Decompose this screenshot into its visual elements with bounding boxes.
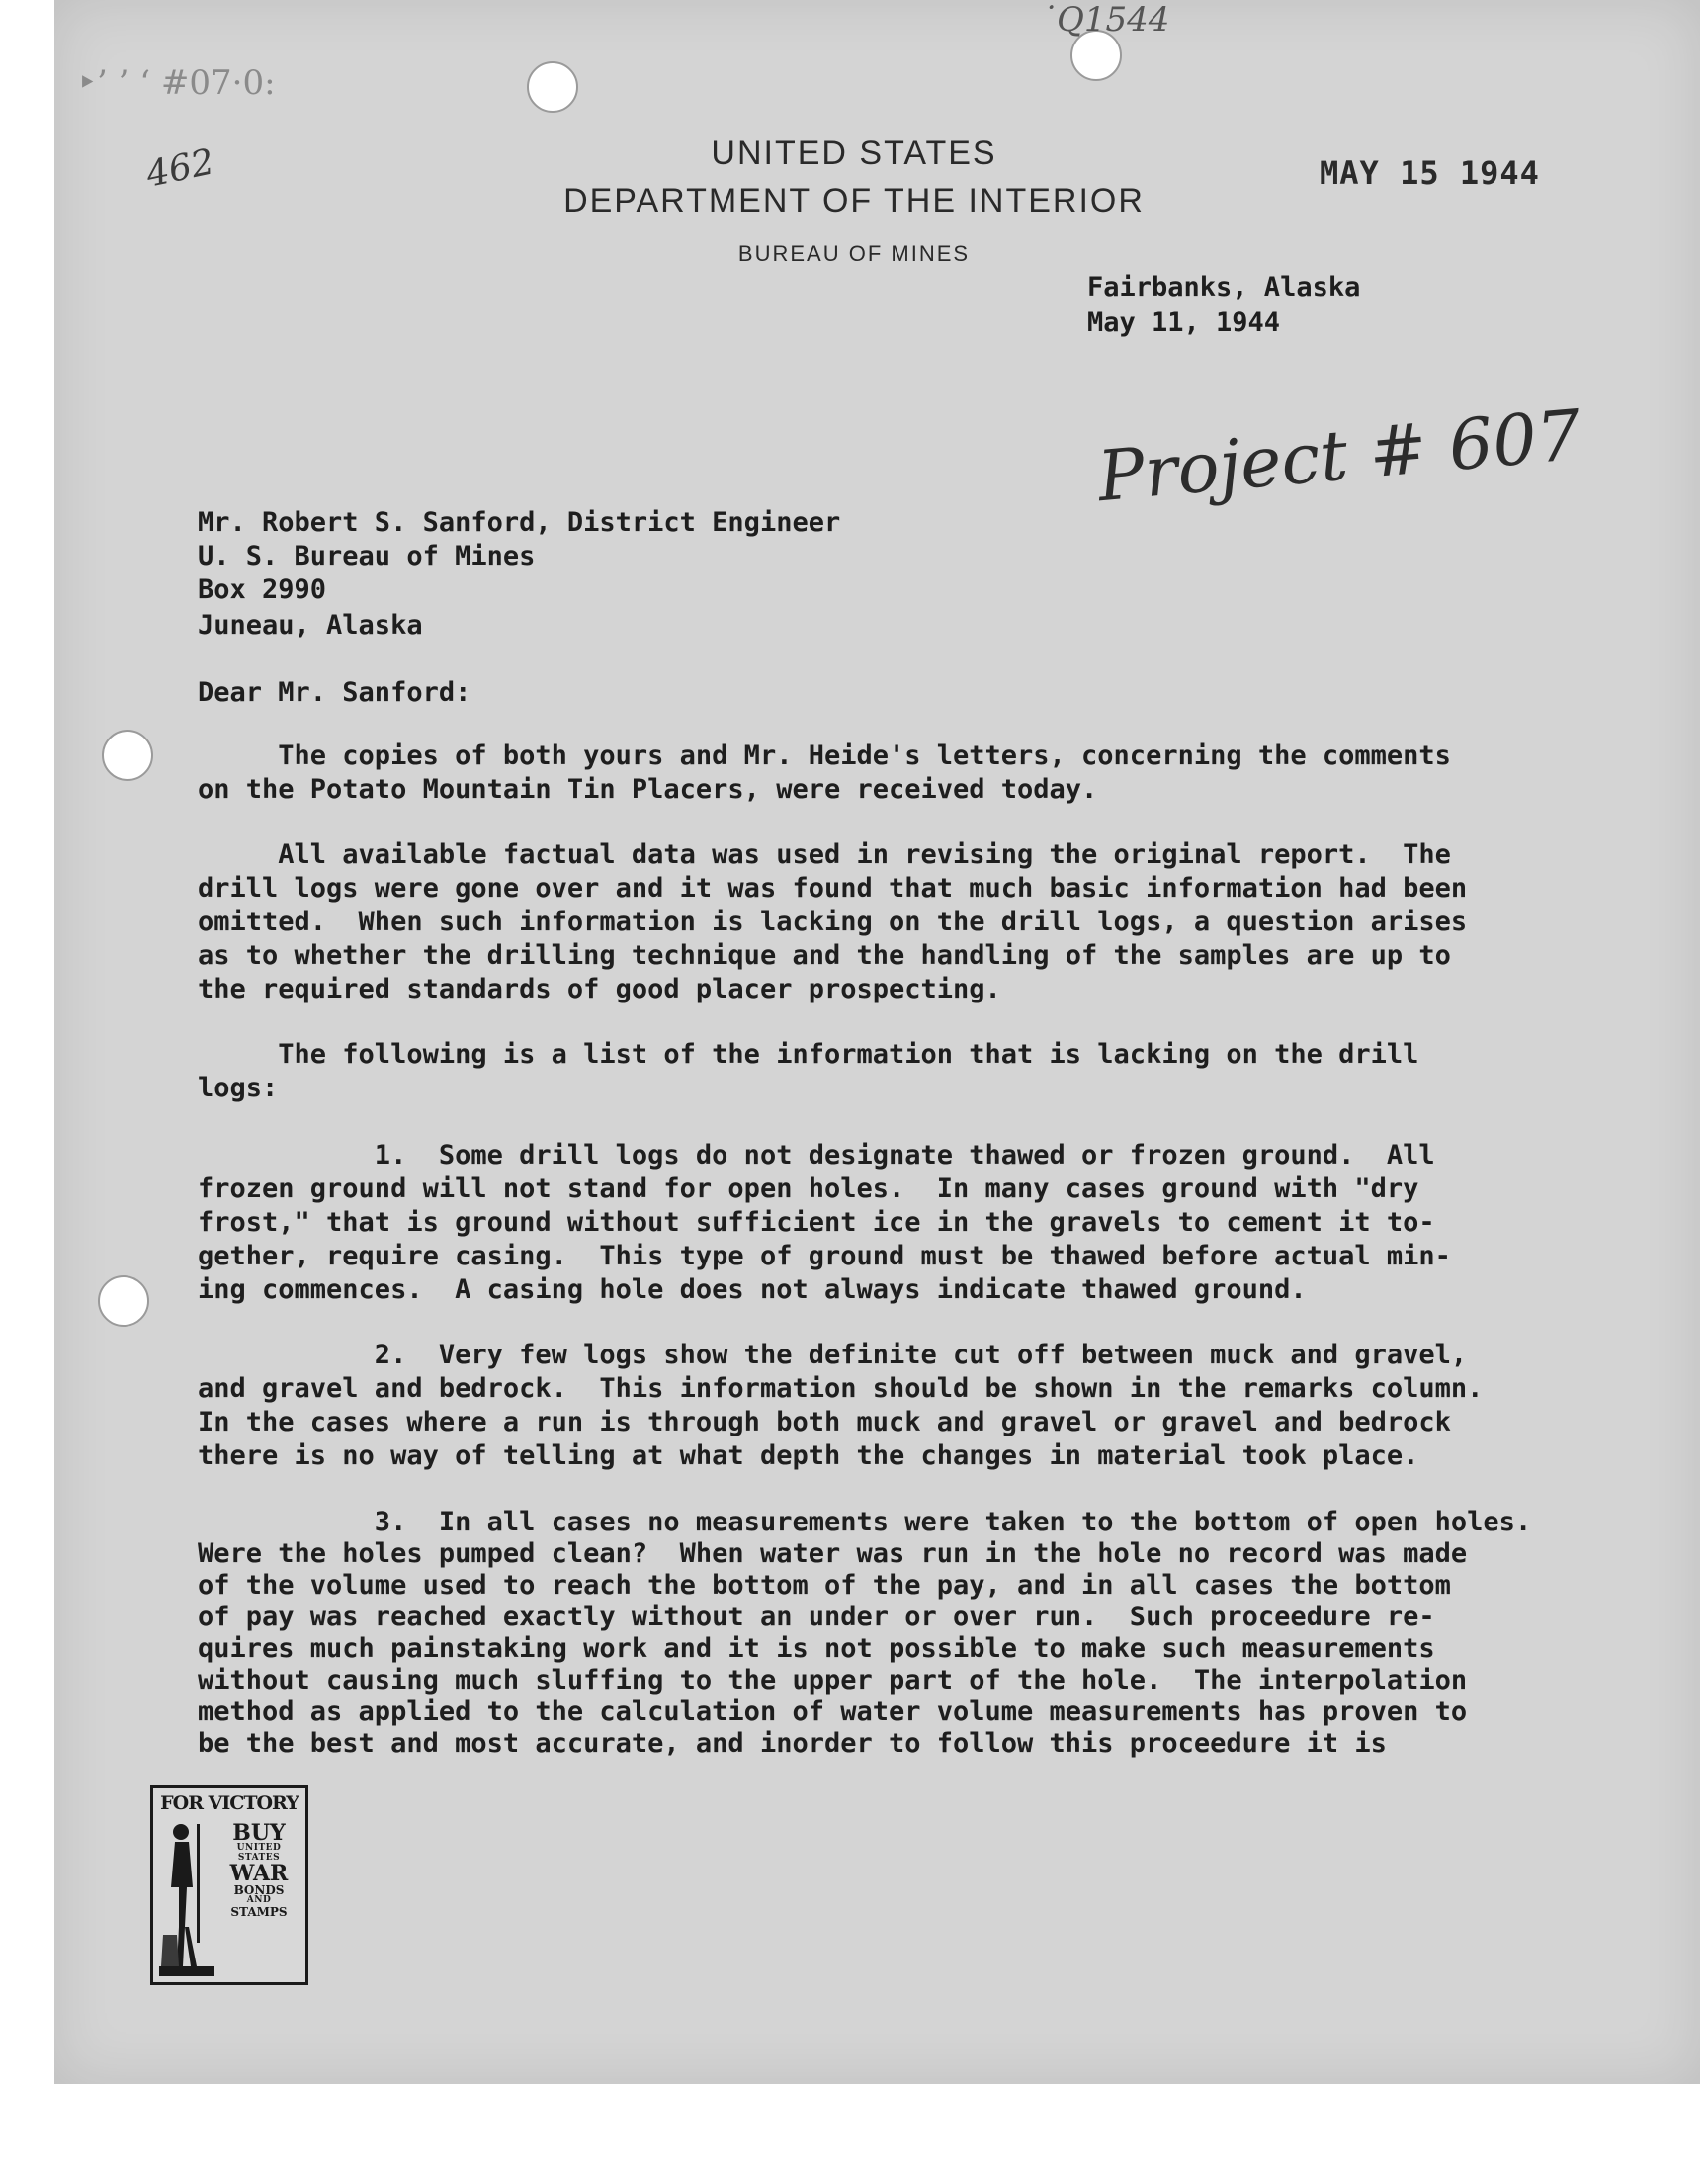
list-item-1: 1. Some drill logs do not designate thawed or frozen ground. All frozen ground will not stand for open holes. In many cases ground with "dry frost," that is ground without sufficient ice in the gravels to cement it to- gether, require casing. This type of ground must be thawed before actual min- ing commences. A casing hole does not always indicate thawed ground. [198,1140,1451,1305]
salutation: Dear Mr. Sanford: [198,677,471,708]
address-line-1: Mr. Robert S. Sanford, District Engineer [198,507,841,538]
top-left-scrawl: ‣’ ’ ‘ #07·0: [77,63,276,103]
bond-war: WAR [229,1860,289,1886]
file-number: ˙Q1544 [1040,0,1170,40]
dateline-date: May 11, 1944 [1087,307,1281,338]
dateline-place: Fairbanks, Alaska [1087,272,1361,303]
paragraph-1: The copies of both yours and Mr. Heide's letters, concerning the comments on the Potato Mountain Tin Placers, were received today. [198,740,1451,805]
bond-stamp-heading: FOR VICTORY [160,1792,299,1814]
punch-hole-lower [98,1275,149,1327]
letterhead-line-3: BUREAU OF MINES [737,241,971,266]
bond-bonds: BONDS [233,1883,285,1898]
minuteman-figure-icon [157,1818,216,1978]
letterhead-line-2: DEPARTMENT OF THE INTERIOR [563,182,1145,219]
list-item-2: 2. Very few logs show the definite cut off between muck and gravel, and gravel and bedrock. This information should be shown in the remarks column. In the cases where a run is through both muck and gravel or gravel and bedrock there is no way of telling at what depth the changes in material took place. [198,1340,1484,1471]
received-date-stamp: MAY 15 1944 [1320,154,1540,192]
corner-number: 462 [142,141,218,196]
bond-states: STATES [237,1852,281,1863]
paragraph-2: All available factual data was used in revising the original report. The drill logs were gone over and it was found that much basic information had been omitted. When such information is lacking on the drill logs, a question arises as to whether the drilling technique and the handling of the samples are up to the required standards of good placer prospecting. [198,839,1468,1004]
paragraph-3: The following is a list of the information that is lacking on the drill logs: [198,1039,1419,1103]
bond-stamps: STAMPS [230,1904,288,1919]
address-line-3: Box 2990 [198,574,327,605]
bond-stamp-text [216,1822,301,1918]
bond-and: AND [246,1895,272,1906]
list-item-3: 3. In all cases no measurements were taken to the bottom of open holes. Were the holes pumped clean? When water was run in the hole no record was made of the volume used to reach the bottom of the pay, and in all cases the bottom of pay was reached exactly without an under or over run. Such proceedure re- quires much painstaking work and it is not possible to make such measurements without causing much sluffing to the upper part of the hole. The interpolation method as applied to the calculation of water volume measurements has proven to be the best and most accurate, and inorder to follow this proceedure it is [198,1507,1532,1759]
address-line-2: U. S. Bureau of Mines [198,541,536,571]
bond-united: UNITED [236,1843,282,1854]
address-line-4: Juneau, Alaska [198,610,423,641]
letterhead-line-1: UNITED STATES [711,134,997,172]
project-note: Project # 607 [1094,393,1584,518]
punch-hole-top [527,61,578,113]
war-bonds-stamp [150,1785,308,1985]
bond-buy: BUY [232,1820,286,1846]
punch-hole-middle [102,730,153,781]
